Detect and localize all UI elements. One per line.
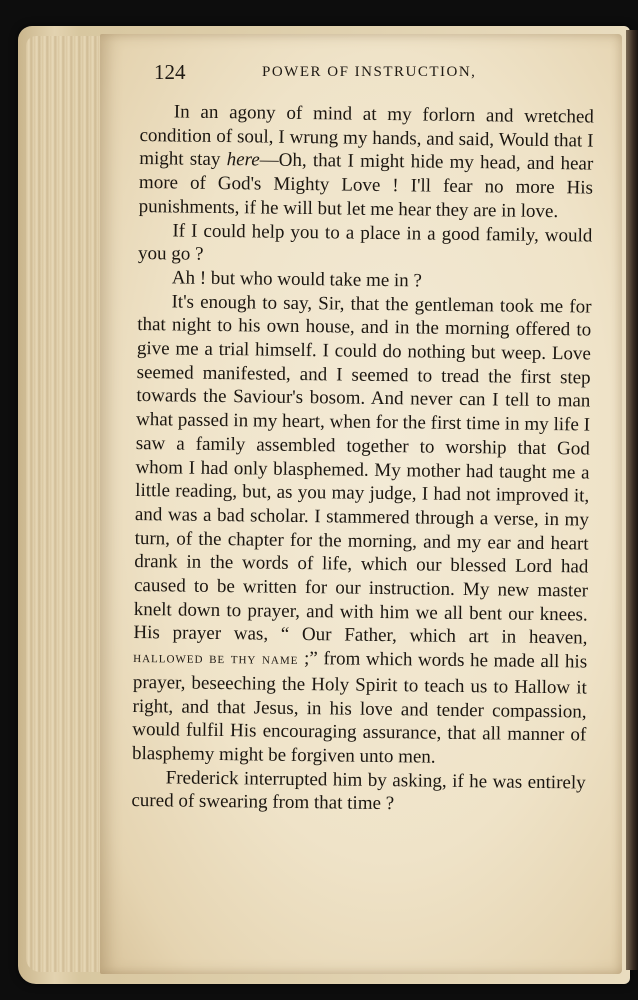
paragraph-text: Frederick interrupted him by asking, if he was entirely cured of swearing from that time ? (131, 767, 586, 815)
paragraph-text: If I could help you to a place in a good family, would you go ? (137, 219, 593, 266)
running-head: POWER OF INSTRUCTION, (262, 64, 477, 80)
small-caps-text: hallowed be thy name (133, 650, 299, 669)
emphasis-text: here (226, 149, 260, 171)
paragraph-text: Ah ! but who would take me in ? (171, 267, 423, 292)
paragraph (138, 219, 593, 272)
body-text (131, 100, 594, 819)
paragraph (131, 766, 586, 819)
paragraph (139, 100, 594, 224)
paragraph-text: In an agony of mind at my forlorn and wretched condition of soul, I wrung my hands, and said, Would that I might stay (139, 101, 594, 171)
back-cover-edge (626, 30, 638, 970)
paragraph (132, 290, 592, 772)
page-header (154, 60, 614, 90)
paragraph-text: It's enough to say, Sir, that the gentleman took me for that night to his own house, and in the morning offered to give me a trial himself. I could do nothing but weep. Love seemed manifested, and I seemed to tread the first step towards the Saviour's bosom. And never can I tell to man what passed in my heart, when for the first time in my life I saw a family assembled together to worship that God whom I had only blasphemed. My mother had taught me a little reading, but, as you may judge, I had not improved it, and was a bad scholar. I stammered through a verse, in my turn, of the chapter for the morning, and my ear and heart drank in the words of life, which our blessed Lord had caused to be written for our instruction. My new master knelt down to prayer, and with him we all bent our knees. His prayer was, “ Our Father, which art in heaven, (133, 291, 592, 649)
paragraph-text: —Oh, that I might hide my head, and hear more of God's Mighty Love ! I'll fear no more His punishments, if he will but let me hear they are in love. (138, 149, 594, 222)
page-number: 124 (154, 60, 186, 84)
paragraph-text: ;” from which words he made all his prayer, beseeching the Holy Spirit to teach us to Hallow it right, and that Jesus, in his love and tender compassion, would fulfil His encouraging assurance, that all manner of blasphemy might be forgiven unto men. (131, 648, 588, 768)
